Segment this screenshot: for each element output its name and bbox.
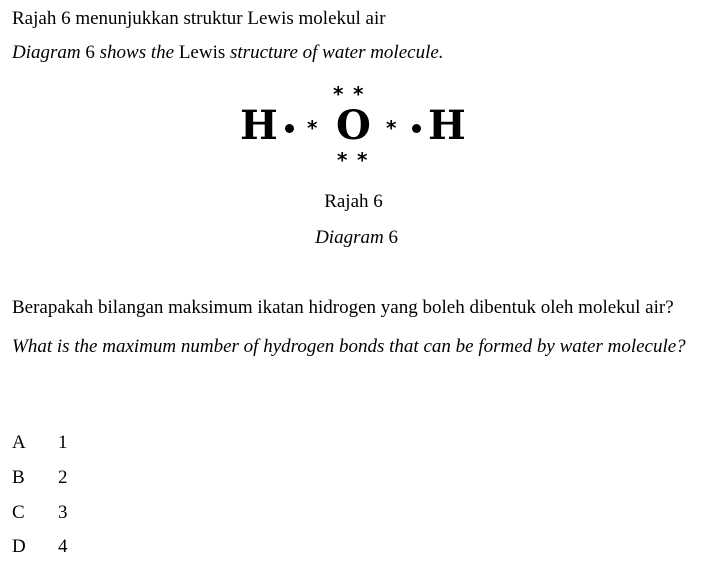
lone-pair-bottom-1: * bbox=[337, 148, 348, 172]
option-letter: A bbox=[12, 432, 26, 453]
question-english: What is the maximum number of hydrogen bonds that can be formed by water molecule? bbox=[12, 336, 686, 357]
hydrogen-atom-right: H bbox=[428, 102, 466, 149]
lewis-structure bbox=[240, 82, 470, 172]
caption-malay: Rajah 6 bbox=[324, 191, 383, 212]
intro-english-number: 6 bbox=[80, 42, 100, 63]
option-value: 4 bbox=[58, 536, 68, 557]
option-letter: C bbox=[12, 502, 25, 523]
lone-pair-top-2: * bbox=[353, 82, 364, 106]
intro-english-lewis: Lewis bbox=[174, 42, 230, 63]
question-malay: Berapakah bilangan maksimum ikatan hidrogen yang boleh dibentuk oleh molekul air? bbox=[12, 297, 674, 318]
intro-english bbox=[12, 42, 444, 64]
intro-english-shows: shows the bbox=[99, 42, 175, 63]
option-a[interactable] bbox=[12, 432, 68, 454]
option-value: 3 bbox=[58, 502, 68, 523]
option-d[interactable] bbox=[12, 536, 68, 558]
intro-malay: Rajah 6 menunjukkan struktur Lewis molekul air bbox=[12, 8, 386, 29]
hydrogen-atom-left: H bbox=[240, 102, 278, 149]
option-value: 2 bbox=[58, 467, 68, 488]
caption-english-number: 6 bbox=[383, 227, 398, 248]
oxygen-atom: O bbox=[336, 102, 371, 149]
intro-english-rest: structure of water molecule. bbox=[230, 42, 444, 63]
caption-english-word: Diagram bbox=[315, 227, 384, 248]
electron-dot-right bbox=[412, 124, 421, 133]
option-b[interactable] bbox=[12, 467, 68, 489]
intro-english-diagram: Diagram bbox=[12, 42, 81, 63]
caption-english bbox=[2, 227, 709, 249]
electron-cross-left: * bbox=[307, 116, 318, 140]
electron-dot-left bbox=[285, 124, 294, 133]
option-c[interactable] bbox=[12, 502, 68, 524]
option-letter: B bbox=[12, 467, 25, 488]
option-letter: D bbox=[12, 536, 26, 557]
electron-cross-right: * bbox=[386, 116, 397, 140]
option-value: 1 bbox=[58, 432, 68, 453]
lone-pair-top-1: * bbox=[333, 82, 344, 106]
lone-pair-bottom-2: * bbox=[357, 148, 368, 172]
